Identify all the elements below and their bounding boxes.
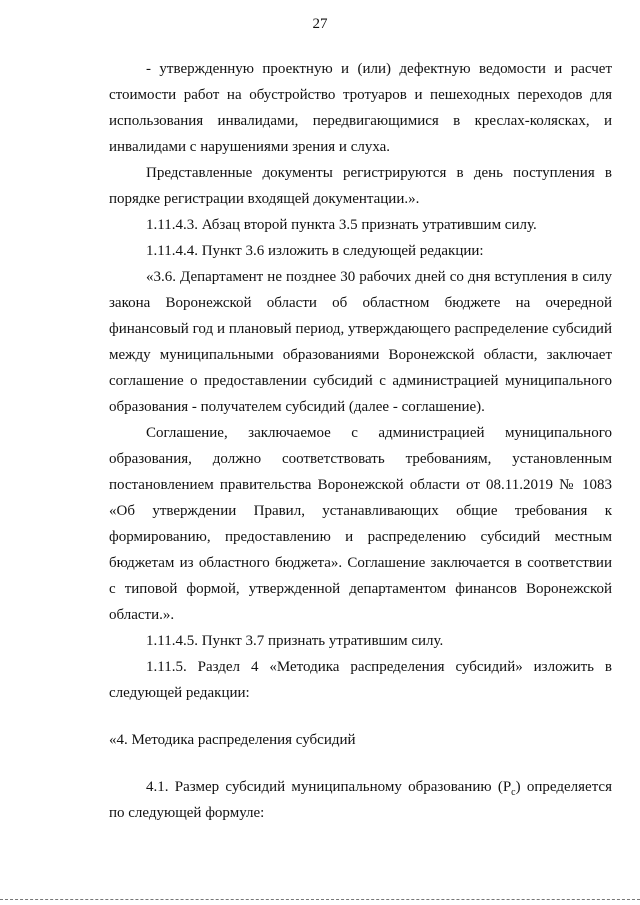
- page-number: 27: [312, 16, 328, 32]
- paragraph-agreement: Соглашение, заключаемое с администрацией муниципального образования, должно соответствовать требованиям, установленным постановлением правительства Воронежской области от 08.11.2019 № 1083 «Об утверждении Правил, устанавливающих общие требования к формированию, предоставлению и распределению субсидий местным бюджетам из областного бюджета». Соглашение заключается в соответствии с типовой формой, утвержденной департаментом финансов Воронежской области.».: [109, 425, 612, 623]
- paragraph-1-11-4-5: 1.11.4.5. Пункт 3.7 признать утратившим силу.: [146, 633, 444, 649]
- subscript-c: c: [511, 787, 516, 798]
- paragraph-1-11-4-4: 1.11.4.4. Пункт 3.6 изложить в следующей редакции:: [146, 243, 484, 259]
- paragraph-1-11-5: 1.11.5. Раздел 4 «Методика распределения субсидий» изложить в следующей редакции:: [109, 659, 612, 701]
- paragraph-registration: Представленные документы регистрируются в день поступления в порядке регистрации входящей документации.».: [109, 165, 612, 207]
- paragraph-4-1: [109, 774, 612, 826]
- footer-divider: [0, 899, 640, 901]
- paragraph-1-11-4-3: 1.11.4.3. Абзац второй пункта 3.5 признать утратившим силу.: [146, 217, 537, 233]
- document-body: [109, 56, 612, 826]
- paragraph-4-1-text-end: ) определяется по следующей формуле:: [109, 779, 612, 821]
- paragraph-required-documents: - утвержденную проектную и (или) дефектную ведомости и расчет стоимости работ на обустройство тротуаров и пешеходных переходов для использования инвалидами, передвигающимися в креслах-колясках, и инвалидами с нарушениями зрения и слуха.: [109, 61, 612, 155]
- paragraph-3-6: «3.6. Департамент не позднее 30 рабочих дней со дня вступления в силу закона Воронежской области об областном бюджете на очередной финансовый год и плановый период, утверждающего распределение субсидий между муниципальными образованиями Воронежской области, заключает соглашение о предоставлении субсидий с администрацией муниципального образования - получателем субсидий (далее - соглашение).: [109, 269, 612, 415]
- paragraph-4-1-text-start: 4.1. Размер субсидий муниципальному образованию (P: [146, 779, 512, 795]
- section-heading: «4. Методика распределения субсидий: [109, 732, 356, 748]
